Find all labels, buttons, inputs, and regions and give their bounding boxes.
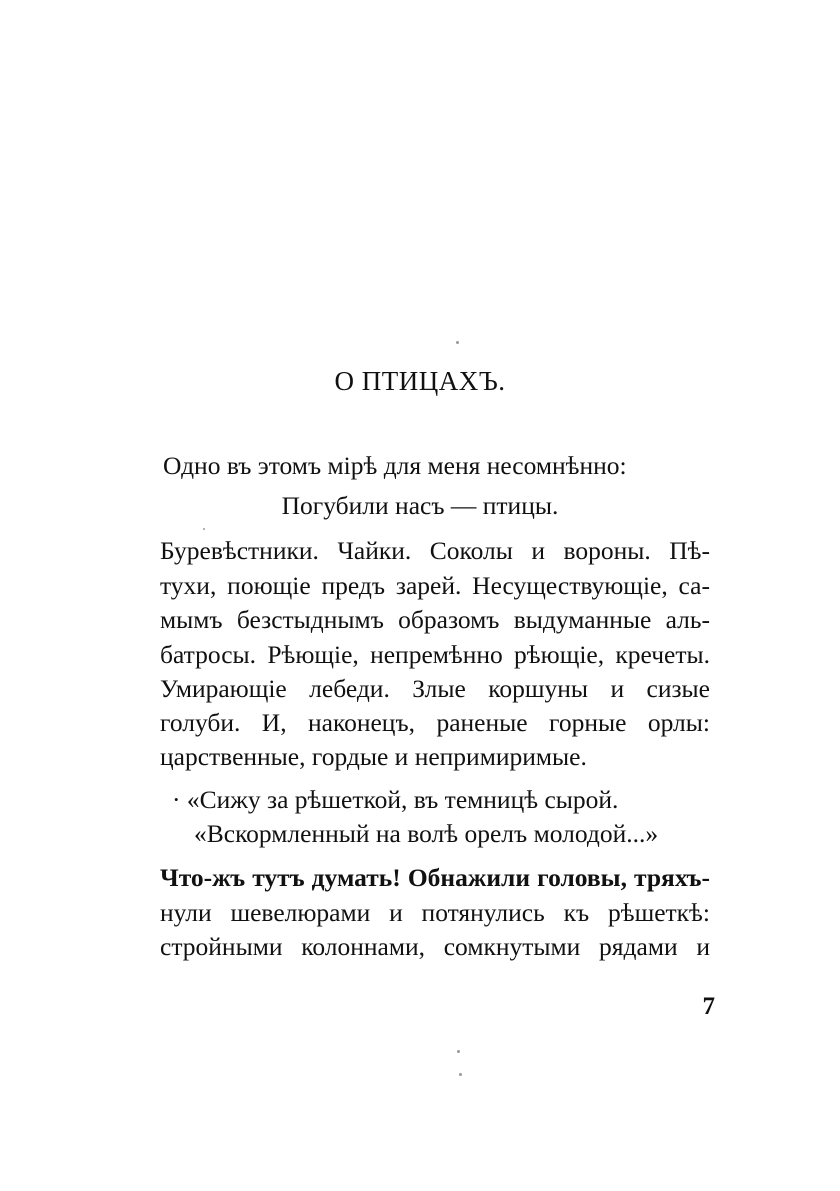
text-line-10: Что-жъ тутъ думать! Обнажили головы, тряхъ-	[160, 863, 710, 892]
text-line-9: царственные, гордые и непримиримые.	[160, 742, 587, 771]
print-speck	[456, 341, 459, 344]
page-number: 7	[702, 993, 715, 1020]
text-line-6: батросы. Рѣющіе, непремѣнно рѣющіе, кречеты.	[160, 640, 710, 669]
print-speck	[459, 1073, 462, 1076]
text-line-8: голуби. И, наконецъ, раненые горные орлы:	[160, 708, 710, 737]
text-line-3: Буревѣстники. Чайки. Соколы и вороны. Пѣ-	[160, 536, 710, 565]
text-line-7: Умирающіе лебеди. Злые коршуны и сизые	[160, 674, 710, 703]
text-line-2: Погубили насъ — птицы.	[281, 491, 559, 520]
print-speck	[457, 1050, 460, 1053]
print-speck	[203, 528, 205, 530]
chapter-heading: О ПТИЦАХЪ.	[334, 366, 506, 396]
text-line-4: тухи, поющіе предъ зарей. Несуществующіе, са-	[160, 571, 710, 600]
text-line-12: стройными колоннами, сомкнутыми рядами и	[160, 932, 710, 961]
text-line-11: нули шевелюрами и потянулись къ рѣшеткѣ:	[160, 898, 710, 927]
quote-line-2: «Вскормленный на волѣ орелъ молодой...»	[194, 819, 659, 848]
quote-line-1: · «Сижу за рѣшеткой, въ темницѣ сырой.	[172, 785, 619, 814]
text-line-5: мымъ безстыднымъ образомъ выдуманные аль-	[160, 605, 710, 634]
text-line-1: Одно въ этомъ мірѣ для меня несомнѣнно:	[163, 451, 627, 480]
